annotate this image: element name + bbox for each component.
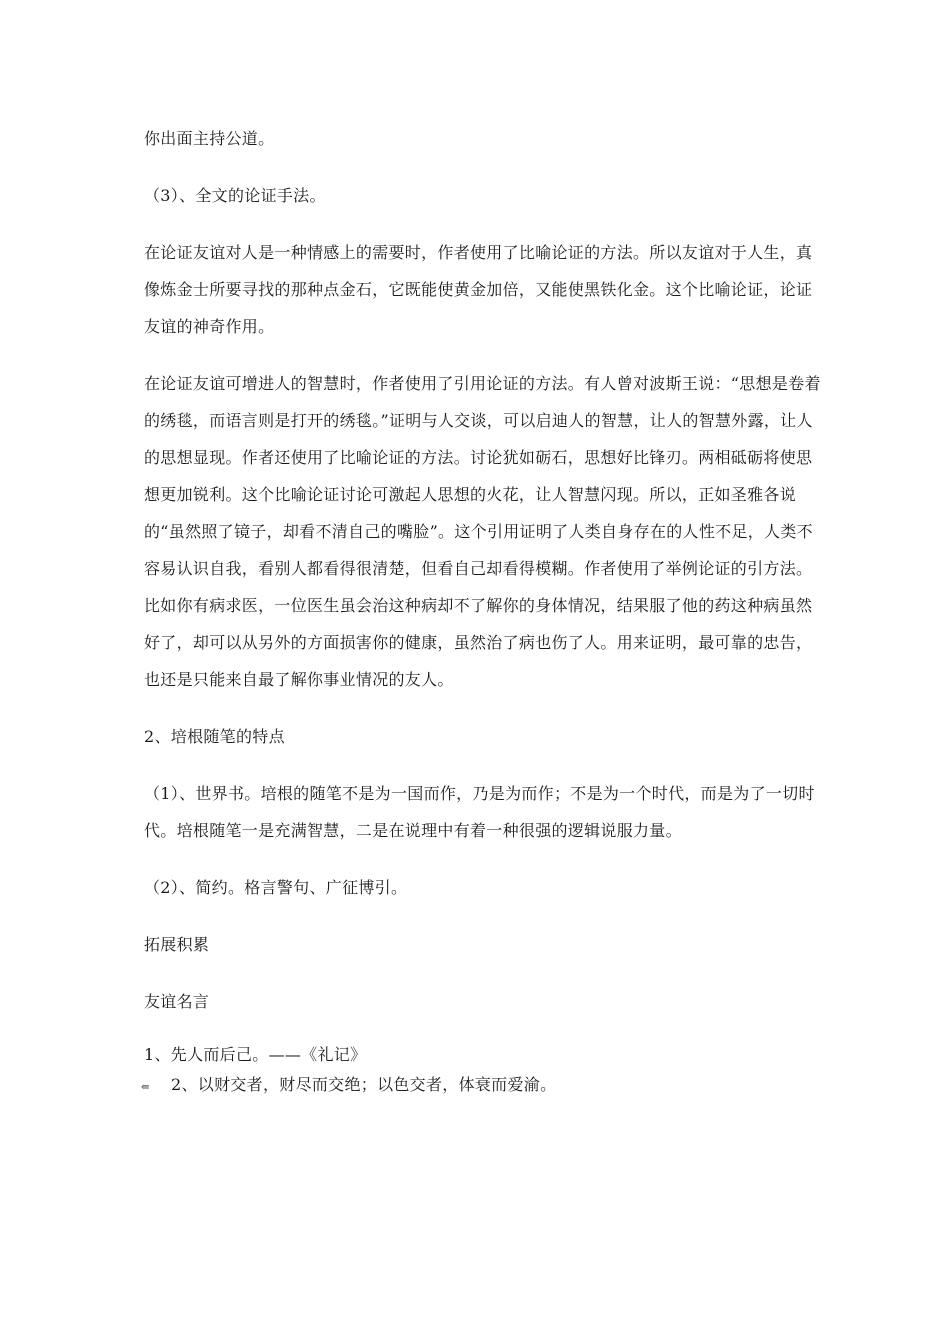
paragraph-citation-argument: 在论证友谊可增进人的智慧时，作者使用了引用论证的方法。有人曾对波斯王说：“思想是卷着的绣毯，而语言则是打开的绣毯。”证明与人交谈，可以启迪人的智慧，让人的智慧外露，让人的思想显现。作者还使用了比喻论证的方法。讨论犹如砺石，思想好比锋刃。两相砥砺将使思想更加锐利。这个比喻论证讨论可激起人思想的火花，让人智慧闪现。所以，正如圣雅各说的“虽然照了镜子，却看不清自己的嘴脸”。这个引用证明了人类自身存在的人性不足，人类不容易认识自我，看别人都看得很清楚，但看自己却看得模糊。作者使用了举例论证的引方法。比如你有病求医，一位医生虽会治这种病却不了解你的身体情况，结果服了他的药这种病虽然好了，却可以从另外的方面损害你的健康，虽然治了病也伤了人。用来证明，最可靠的忠告，也还是只能来自最了解你事业情况的友人。: [144, 374, 821, 689]
paragraph-world-book: （1）、世界书。培根的随笔不是为一国而作，乃是为而作；不是为一个时代，而是为了一切时代。培根随笔一是充满智慧，二是在说理中有着一种很强的逻辑说服力量。: [144, 784, 815, 840]
paragraph-metaphor-argument: 在论证友谊对人是一种情感上的需要时，作者使用了比喻论证的方法。所以友谊对于人生，真像炼金士所要寻找的那种点金石，它既能使黄金加倍，又能使黑铁化金。这个比喻论证，论证友谊的神奇作用。: [144, 243, 813, 336]
section-heading-bacon-features: 2、培根随笔的特点: [144, 727, 285, 746]
quote-item-2: [141, 1070, 824, 1100]
paragraph-continuation: 你出面主持公道。: [144, 129, 275, 148]
heading-friendship-quotes: 友谊名言: [144, 992, 210, 1011]
document-body: [141, 120, 824, 1100]
quote-item-1: 1、先人而后己。——《礼记》: [144, 1045, 367, 1064]
section-heading-argument-methods: （3）、全文的论证手法。: [144, 186, 326, 205]
quote-item-2-text: 2、以财交者，财尽而交绝；以色交者，体衰而爱渝。: [171, 1075, 557, 1094]
paragraph-concise: （2）、简约。格言警句、广征博引。: [144, 878, 408, 897]
paragraph-mark-icon: ⇚: [141, 1082, 150, 1093]
heading-extension: 拓展积累: [144, 935, 210, 954]
